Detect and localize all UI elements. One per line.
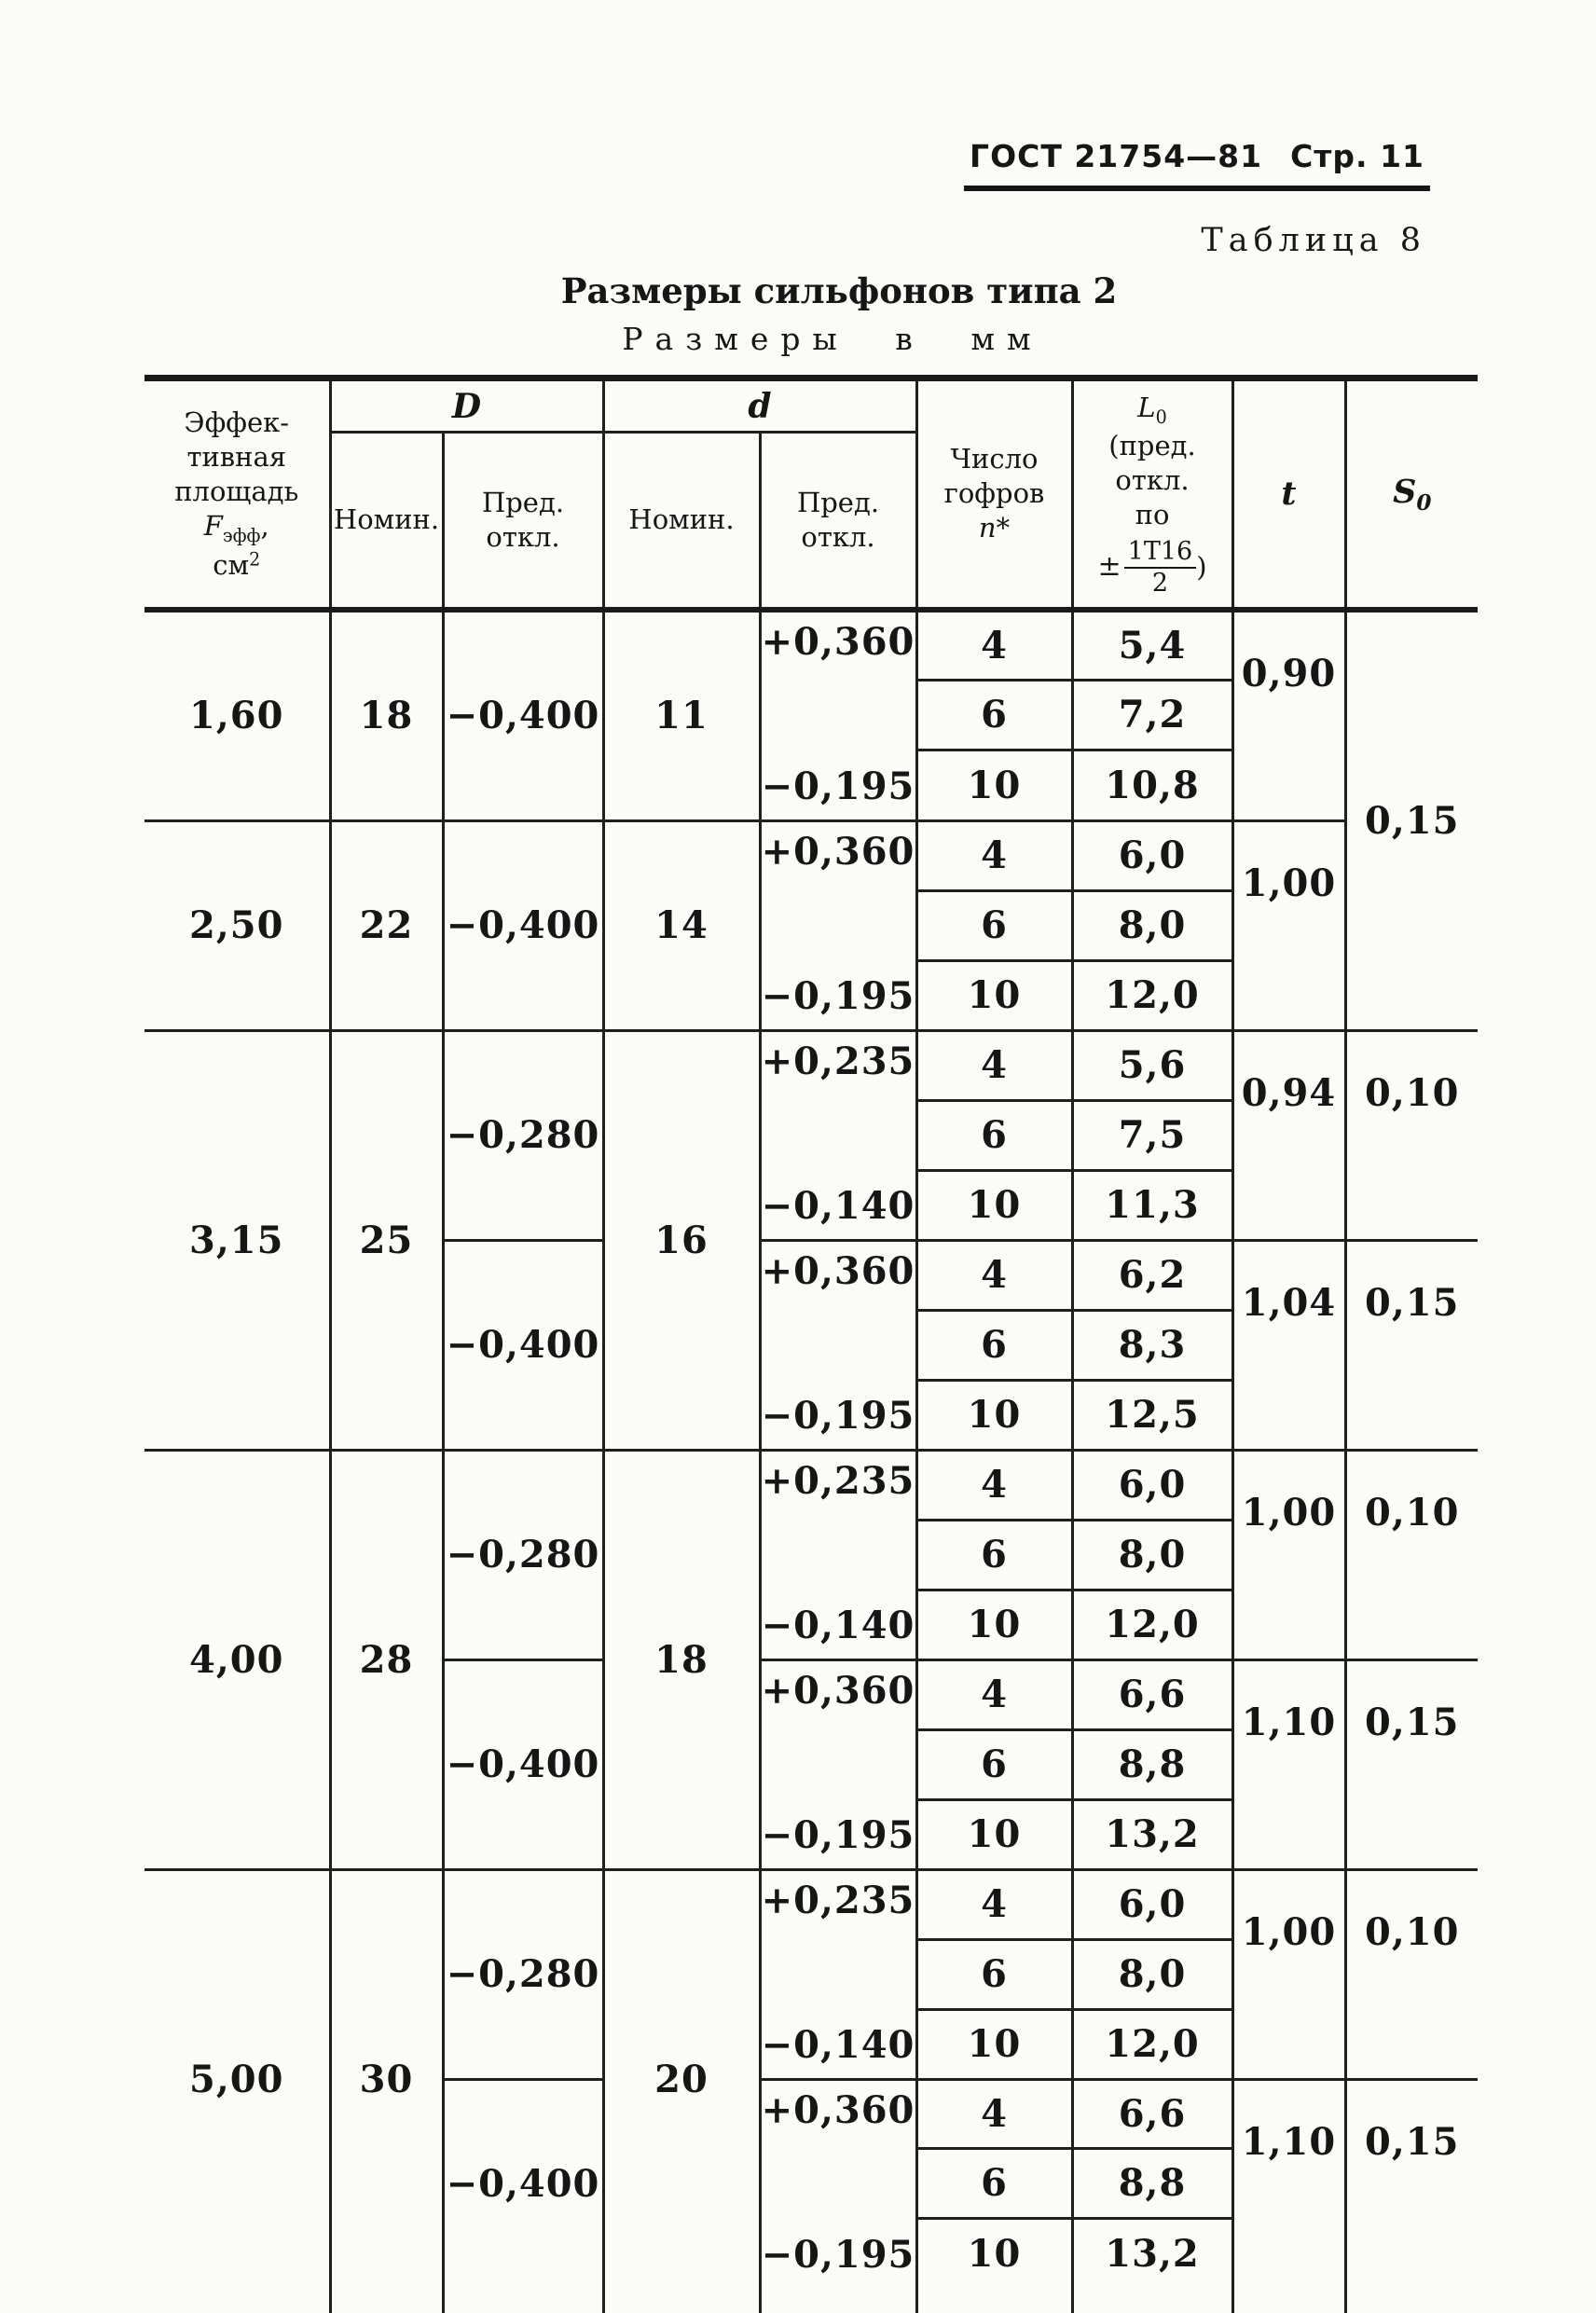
cell-d-deviation [760, 1240, 916, 1450]
continuation-cell [760, 2288, 916, 2313]
cell-D-nominal: 28 [330, 1450, 443, 1869]
cell-corrugation-count: 10 [916, 1170, 1072, 1240]
d-deviation-minus: −0,140 [761, 1183, 915, 1228]
cell-d-deviation [760, 1659, 916, 1869]
d-deviation-pair [762, 1452, 915, 1659]
cell-t-pitch: 0,90 [1232, 610, 1345, 821]
d-deviation-minus: −0,140 [761, 1603, 915, 1647]
cell-corrugation-count: 4 [916, 1240, 1072, 1310]
d-deviation-pair [762, 1871, 915, 2078]
continuation-cell [1232, 2288, 1345, 2313]
cell-corrugation-count: 10 [916, 750, 1072, 821]
corrugation-line2: гофров [943, 477, 1045, 510]
cell-corrugation-count: 10 [916, 1380, 1072, 1450]
effective-area-line1: Эффек- [184, 406, 290, 438]
cell-L0-length: 12,5 [1072, 1380, 1232, 1450]
d-deviation-pair [762, 613, 915, 819]
cell-corrugation-count: 10 [916, 1590, 1072, 1659]
cell-d-deviation [760, 1450, 916, 1659]
cell-L0-length: 8,8 [1072, 1729, 1232, 1799]
cell-corrugation-count: 10 [916, 2009, 1072, 2079]
d-deviation-plus: +0,235 [761, 1039, 915, 1083]
continuation-cell [443, 2288, 603, 2313]
fraction-denominator: 2 [1151, 568, 1168, 598]
cell-corrugation-count: 4 [916, 1659, 1072, 1729]
cell-L0-length: 5,4 [1072, 610, 1232, 681]
L0-line3: по [1135, 499, 1170, 531]
d-deviation-plus: +0,360 [761, 2087, 915, 2132]
effective-area-line2: тивная [186, 440, 287, 473]
corrugation-line1: Число [950, 443, 1039, 475]
closing-paren: ) [1196, 550, 1207, 583]
fraction [1124, 537, 1197, 598]
col-header-S0 [1345, 379, 1478, 610]
units-base: см [213, 548, 250, 581]
col-group-d: d [603, 379, 916, 433]
d-deviation-minus: −0,195 [761, 973, 915, 1018]
continuation-cell [1072, 2288, 1232, 2313]
col-header-L0 [1072, 379, 1232, 610]
cell-L0-length: 8,3 [1072, 1310, 1232, 1380]
d-deviation-plus: +0,360 [761, 1248, 915, 1293]
d-dev-line1: Пред. [796, 486, 880, 518]
cell-t-pitch: 0,94 [1232, 1030, 1345, 1240]
cell-S0-thickness: 0,10 [1345, 1450, 1478, 1659]
L-subscript: 0 [1155, 406, 1167, 428]
cell-L0-length: 13,2 [1072, 2218, 1232, 2288]
effective-area-symbol [144, 509, 329, 547]
continuation-cell [330, 2288, 443, 2313]
d-deviation-plus: +0,360 [761, 829, 915, 874]
cell-corrugation-count: 4 [916, 1869, 1072, 1939]
cell-L0-length: 6,2 [1072, 1240, 1232, 1310]
L0-line1: (пред. [1108, 430, 1196, 462]
cell-d-nominal: 16 [603, 1030, 760, 1450]
col-header-effective-area [144, 379, 330, 610]
table-label: Таблица 8 [1201, 222, 1426, 259]
L0-tolerance-fraction [1074, 537, 1231, 598]
cell-t-pitch: 1,10 [1232, 1659, 1345, 1869]
cell-D-deviation: −0,400 [443, 1240, 603, 1450]
table-head [144, 379, 1478, 610]
cell-F-effective-area: 2,50 [144, 820, 330, 1030]
cell-d-deviation [760, 1869, 916, 2079]
d-deviation-pair [762, 1032, 915, 1239]
d-deviation-minus: −0,195 [761, 764, 915, 808]
d-deviation-pair [762, 2081, 915, 2288]
col-group-D: D [330, 379, 603, 433]
units-line: Размеры в мм [622, 321, 1043, 357]
effective-area-units [144, 548, 329, 583]
cell-L0-length: 6,0 [1072, 1869, 1232, 1939]
cell-corrugation-count: 4 [916, 610, 1072, 681]
cell-L0-length: 7,2 [1072, 680, 1232, 750]
standard-reference: ГОСТ 21754—81 [970, 138, 1263, 174]
cell-L0-length: 12,0 [1072, 2009, 1232, 2079]
cell-d-nominal: 20 [603, 1869, 760, 2288]
d-deviation-plus: +0,235 [761, 1878, 915, 1922]
cell-d-deviation [760, 610, 916, 821]
cell-F-effective-area: 3,15 [144, 1030, 330, 1450]
dimensions-table [144, 375, 1478, 2313]
cell-D-deviation: −0,400 [443, 820, 603, 1030]
continuation-cell [603, 2288, 760, 2313]
cell-corrugation-count: 6 [916, 1520, 1072, 1590]
cell-L0-length: 8,0 [1072, 1520, 1232, 1590]
corrugation-symbol [918, 511, 1071, 545]
cell-S0-thickness: 0,15 [1345, 1659, 1478, 1869]
S-subscript: 0 [1416, 489, 1432, 516]
d-deviation-minus: −0,195 [761, 1393, 915, 1438]
cell-corrugation-count: 10 [916, 960, 1072, 1030]
cell-d-nominal: 14 [603, 820, 760, 1030]
col-header-t: t [1232, 379, 1345, 610]
d-dev-line2: откл. [801, 520, 875, 553]
d-deviation-minus: −0,195 [761, 1812, 915, 1857]
cell-S0-thickness: 0,10 [1345, 1869, 1478, 2079]
cell-L0-length: 10,8 [1072, 750, 1232, 821]
cell-L0-length: 5,6 [1072, 1030, 1232, 1100]
cell-corrugation-count: 4 [916, 1450, 1072, 1520]
L0-line2: откл. [1115, 464, 1190, 497]
units-exponent: 2 [249, 547, 261, 570]
header-row-groups [144, 379, 1478, 433]
cell-S0-thickness: 0,15 [1365, 2119, 1460, 2164]
cell-corrugation-count: 4 [916, 2079, 1072, 2149]
cell-S0-thickness: 0,10 [1345, 1030, 1478, 1240]
n-asterisk: * [996, 512, 1011, 544]
table-body [144, 610, 1478, 2313]
cell-t-pitch: 1,04 [1232, 1240, 1345, 1450]
cell-L0-length: 6,0 [1072, 820, 1232, 890]
page-header [964, 138, 1430, 191]
cell-corrugation-count: 6 [916, 1100, 1072, 1170]
col-header-d-deviation [760, 433, 916, 610]
cell-corrugation-count: 4 [916, 1030, 1072, 1100]
continuation-cell [144, 2288, 330, 2313]
cell-L0-length: 8,8 [1072, 2149, 1232, 2219]
col-header-D-nominal: Номин. [330, 433, 443, 610]
cell-L0-length: 7,5 [1072, 1100, 1232, 1170]
cell-D-nominal: 22 [330, 820, 443, 1030]
cell-d-deviation [760, 820, 916, 1030]
table-row [144, 820, 1478, 890]
cell-F-effective-area: 5,00 [144, 1869, 330, 2288]
d-deviation-plus: +0,360 [761, 1668, 915, 1713]
cell-corrugation-count: 6 [916, 2149, 1072, 2219]
cell-D-deviation: −0,280 [443, 1869, 603, 2079]
d-deviation-plus: +0,360 [761, 619, 915, 664]
cell-t-pitch: 1,00 [1232, 820, 1345, 1030]
col-header-corrugation-count [916, 379, 1072, 610]
cell-t-pitch: 1,00 [1232, 1450, 1345, 1659]
table-row [144, 610, 1478, 681]
cell-corrugation-count: 6 [916, 1310, 1072, 1380]
cell-D-deviation: −0,400 [443, 1659, 603, 1869]
table-row [144, 1869, 1478, 1939]
cell-L0-length: 6,6 [1072, 2079, 1232, 2149]
cell-F-effective-area: 1,60 [144, 610, 330, 821]
cell-L0-length: 8,0 [1072, 890, 1232, 960]
cell-d-deviation [760, 1030, 916, 1240]
cell-S0-thickness: 0,15 [1345, 1240, 1478, 1450]
f-symbol: F [203, 510, 223, 543]
continuation-cell [916, 2288, 1072, 2313]
table-row [144, 1030, 1478, 1100]
D-dev-line2: откл. [486, 520, 560, 553]
f-subscript: эфф [222, 525, 261, 546]
cell-D-deviation: −0,400 [443, 610, 603, 821]
cell-D-deviation: −0,280 [443, 1450, 603, 1659]
cell-d-nominal: 11 [603, 610, 760, 821]
col-header-D-deviation [443, 433, 603, 610]
d-deviation-minus: −0,195 [761, 2232, 915, 2277]
cell-t-pitch: 1,00 [1232, 1869, 1345, 2079]
cell-d-deviation [760, 2079, 916, 2288]
n-symbol: n [978, 512, 997, 544]
fraction-numerator: 1Т16 [1124, 537, 1197, 569]
cell-D-deviation: −0,280 [443, 1030, 603, 1240]
cell-D-nominal: 30 [330, 1869, 443, 2288]
cell-corrugation-count: 6 [916, 890, 1072, 960]
d-deviation-pair [762, 822, 915, 1029]
cell-D-nominal: 18 [330, 610, 443, 821]
cell-corrugation-count: 6 [916, 1939, 1072, 2009]
cell-corrugation-count: 6 [916, 1729, 1072, 1799]
table-row [144, 1450, 1478, 1520]
effective-area-line3: площадь [174, 475, 299, 508]
page-title: Размеры сильфонов типа 2 [560, 270, 1118, 311]
d-deviation-minus: −0,140 [761, 2022, 915, 2067]
cell-corrugation-count: 4 [916, 820, 1072, 890]
L0-symbol [1074, 391, 1231, 429]
cell-d-nominal: 18 [603, 1450, 760, 1869]
cell-D-deviation: −0,400 [443, 2079, 603, 2288]
f-comma: , [260, 510, 269, 543]
cell-L0-length: 12,0 [1072, 960, 1232, 1030]
page-number: Стр. 11 [1290, 138, 1424, 174]
cell-corrugation-count: 10 [916, 1799, 1072, 1869]
col-header-d-nominal: Номин. [603, 433, 760, 610]
d-deviation-pair [762, 1661, 915, 1868]
cell-L0-length: 6,0 [1072, 1450, 1232, 1520]
cell-L0-length: 12,0 [1072, 1590, 1232, 1659]
cell-S0-thickness: 0,15 [1345, 610, 1478, 1031]
cell-L0-length: 8,0 [1072, 1939, 1232, 2009]
cell-corrugation-count: 6 [916, 680, 1072, 750]
S-symbol: S [1393, 472, 1417, 511]
D-dev-line1: Пред. [481, 486, 565, 518]
d-deviation-pair [762, 1242, 915, 1449]
cell-F-effective-area: 4,00 [144, 1450, 330, 1869]
cell-D-nominal: 25 [330, 1030, 443, 1450]
plus-minus-sign: ± [1097, 549, 1121, 583]
table-continuation [144, 2288, 1478, 2313]
cell-t-pitch: 1,10 [1232, 2079, 1345, 2288]
cell-L0-length: 13,2 [1072, 1799, 1232, 1869]
cell-L0-length: 11,3 [1072, 1170, 1232, 1240]
cell-corrugation-count: 10 [916, 2218, 1072, 2288]
L-symbol: L [1137, 391, 1156, 423]
continuation-cell [1345, 2288, 1478, 2313]
cell-L0-length: 6,6 [1072, 1659, 1232, 1729]
d-deviation-plus: +0,235 [761, 1458, 915, 1503]
